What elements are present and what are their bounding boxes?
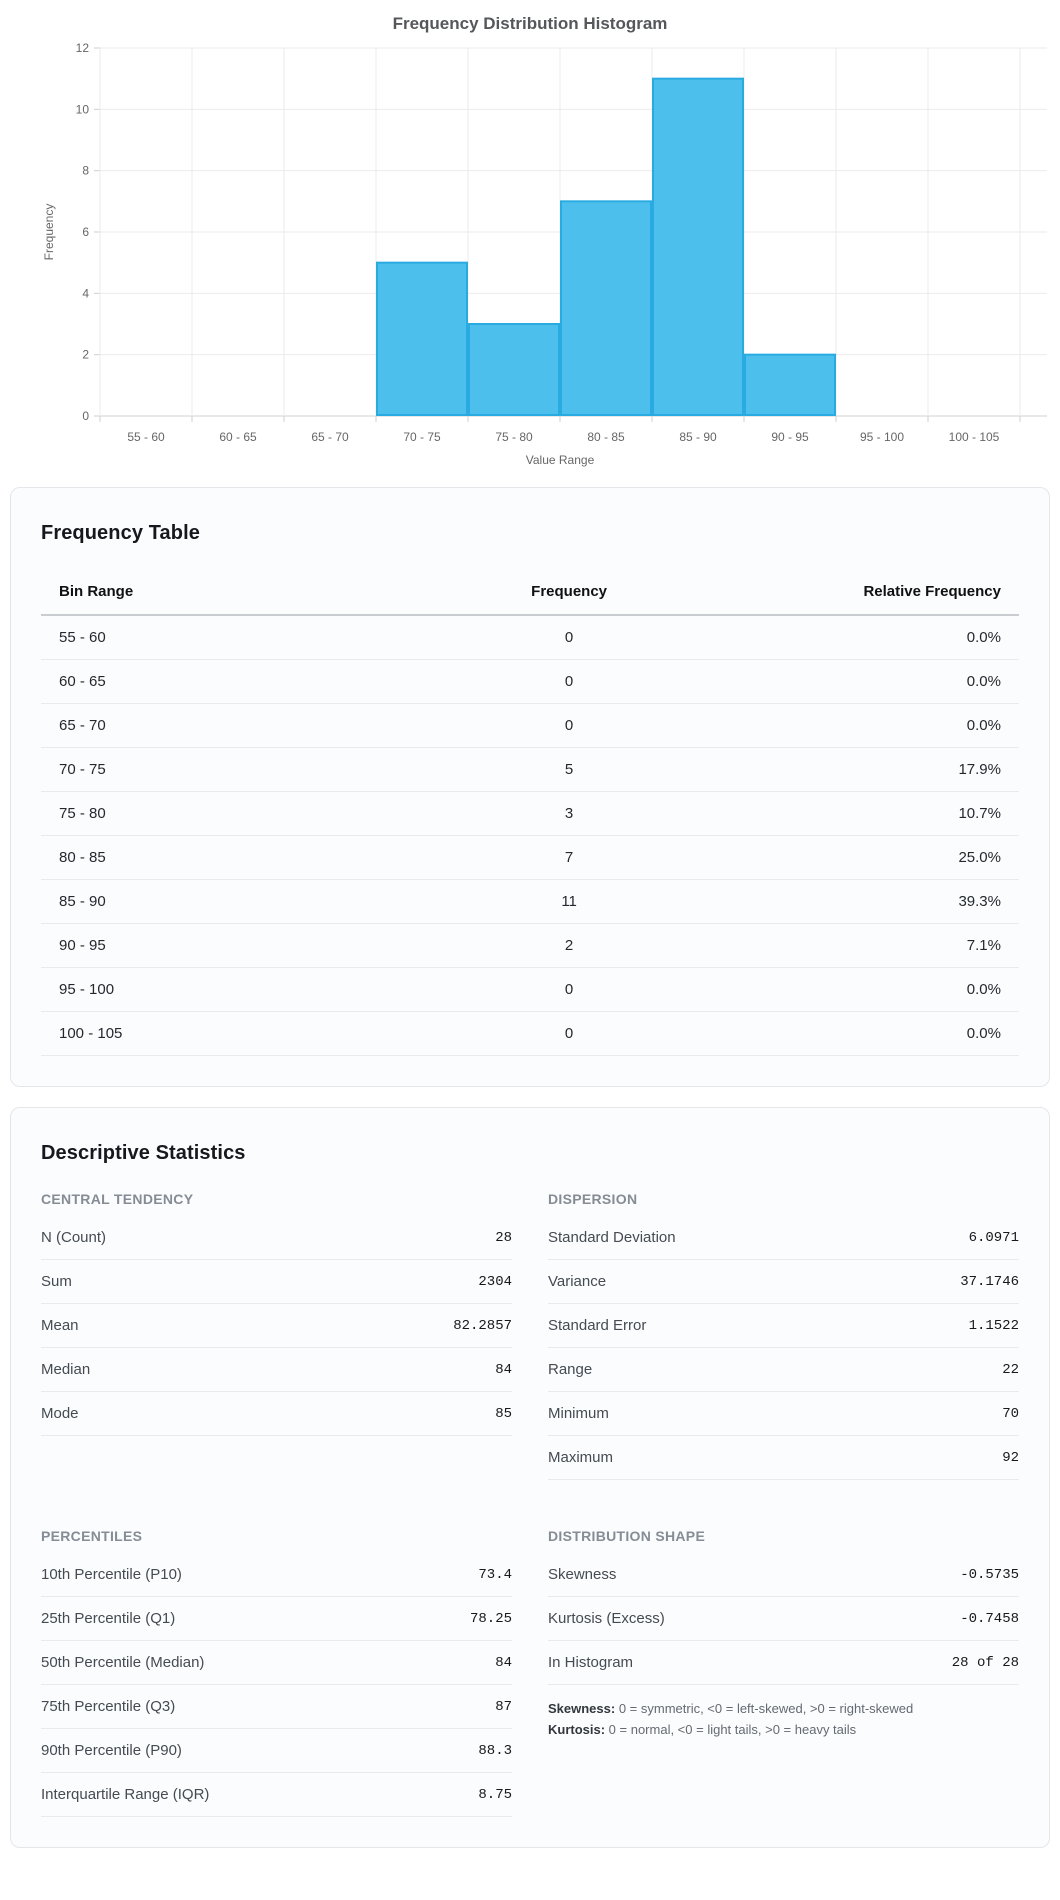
stat-label: Variance: [548, 1273, 607, 1290]
x-tick-label: 65 - 70: [311, 430, 349, 444]
stat-footnotes: [548, 1699, 1019, 1741]
stat-row: [548, 1641, 1019, 1685]
stat-value: 1.1522: [968, 1317, 1019, 1334]
stat-value: 2304: [478, 1273, 512, 1290]
table-row: [41, 704, 1019, 748]
stat-row: [41, 1773, 512, 1817]
stat-row: [548, 1392, 1019, 1436]
y-tick-label: 6: [82, 225, 89, 239]
cell-bin-range: 65 - 70: [41, 704, 432, 748]
histogram-bar[interactable]: [377, 263, 467, 415]
cell-relative-frequency: 0.0%: [706, 660, 1019, 704]
descriptive-statistics-heading: Descriptive Statistics: [41, 1142, 246, 1164]
frequency-table: [41, 571, 1019, 1056]
cell-frequency: 7: [432, 836, 706, 880]
table-row: [41, 836, 1019, 880]
stat-label: Range: [548, 1361, 593, 1378]
cell-frequency: 0: [432, 704, 706, 748]
cell-frequency: 0: [432, 1012, 706, 1056]
stat-value: 87: [495, 1698, 512, 1715]
stat-row: [41, 1553, 512, 1597]
stat-label: Sum: [41, 1273, 72, 1290]
cell-frequency: 2: [432, 924, 706, 968]
stat-value: 78.25: [469, 1610, 512, 1627]
stat-row: [41, 1304, 512, 1348]
cell-frequency: 0: [432, 968, 706, 1012]
stat-value: 85: [495, 1405, 512, 1422]
cell-bin-range: 85 - 90: [41, 880, 432, 924]
descriptive-statistics-card: [10, 1107, 1050, 1848]
stat-row: [548, 1304, 1019, 1348]
histogram-bars[interactable]: [377, 79, 835, 415]
stat-group-title: PERCENTILES: [41, 1528, 143, 1544]
cell-relative-frequency: 25.0%: [706, 836, 1019, 880]
table-row: [41, 748, 1019, 792]
cell-bin-range: 100 - 105: [41, 1012, 432, 1056]
stat-row: [548, 1260, 1019, 1304]
stat-label: Kurtosis (Excess): [548, 1610, 665, 1627]
stat-row: [41, 1216, 512, 1260]
x-tick-label: 80 - 85: [587, 430, 625, 444]
stat-label: In Histogram: [548, 1654, 634, 1671]
cell-relative-frequency: 7.1%: [706, 924, 1019, 968]
footnote-line: Skewness: 0 = symmetric, <0 = left-skewed, >0 = right-skewed: [548, 1701, 914, 1716]
stat-row: [548, 1553, 1019, 1597]
table-row: [41, 968, 1019, 1012]
stat-label: Minimum: [548, 1405, 609, 1422]
chart-title: Frequency Distribution Histogram: [392, 14, 668, 33]
y-tick-label: 0: [82, 409, 89, 423]
stat-label: 10th Percentile (P10): [41, 1566, 182, 1583]
table-row: [41, 792, 1019, 836]
histogram-chart[interactable]: [0, 0, 1060, 478]
stat-value: 28: [495, 1229, 512, 1246]
x-tick-label: 95 - 100: [859, 430, 905, 444]
stat-group: [548, 1528, 1019, 1817]
x-tick-label: 75 - 80: [495, 430, 533, 444]
stat-label: N (Count): [41, 1229, 107, 1246]
y-tick-label: 4: [82, 286, 89, 301]
frequency-table-heading: Frequency Table: [41, 522, 200, 544]
cell-relative-frequency: 0.0%: [706, 615, 1019, 660]
stat-label: 90th Percentile (P90): [41, 1742, 182, 1759]
cell-bin-range: 55 - 60: [41, 615, 432, 660]
stat-row: [548, 1597, 1019, 1641]
stat-value: 8.75: [478, 1786, 512, 1803]
stats-grid: [41, 1191, 1019, 1817]
cell-frequency: 0: [432, 615, 706, 660]
frequency-table-card: [10, 487, 1050, 1087]
cell-frequency: 11: [432, 880, 706, 924]
stat-group-title: CENTRAL TENDENCY: [41, 1191, 194, 1207]
stat-label: Mode: [41, 1405, 79, 1422]
histogram-bar[interactable]: [745, 355, 835, 415]
stat-row: [41, 1260, 512, 1304]
stat-row: [41, 1729, 512, 1773]
stat-value: -0.7458: [960, 1610, 1019, 1627]
stat-label: 75th Percentile (Q3): [41, 1698, 176, 1715]
table-row: [41, 880, 1019, 924]
col-header-frequency: Frequency: [432, 571, 706, 615]
stat-label: Maximum: [548, 1449, 614, 1466]
stat-value: 22: [1002, 1361, 1019, 1378]
stat-group: [41, 1528, 512, 1817]
stat-row: [41, 1685, 512, 1729]
cell-frequency: 5: [432, 748, 706, 792]
stat-value: 28 of 28: [951, 1654, 1019, 1671]
cell-relative-frequency: 0.0%: [706, 1012, 1019, 1056]
stat-label: Standard Error: [548, 1317, 647, 1334]
histogram-bar[interactable]: [653, 79, 743, 415]
cell-bin-range: 60 - 65: [41, 660, 432, 704]
col-header-relative-frequency: Relative Frequency: [706, 571, 1019, 615]
cell-bin-range: 95 - 100: [41, 968, 432, 1012]
stat-group: [548, 1191, 1019, 1480]
frequency-table-header-row: [41, 571, 1019, 615]
stat-label: 25th Percentile (Q1): [41, 1610, 176, 1627]
x-tick-label: 60 - 65: [219, 430, 257, 444]
histogram-bar[interactable]: [561, 201, 651, 415]
stat-row: [41, 1641, 512, 1685]
stat-value: 84: [495, 1654, 512, 1671]
table-row: [41, 660, 1019, 704]
stat-row: [548, 1348, 1019, 1392]
cell-frequency: 0: [432, 660, 706, 704]
histogram-canvas[interactable]: [0, 0, 1060, 478]
stat-row: [548, 1216, 1019, 1260]
y-tick-label: 2: [82, 347, 89, 362]
x-tick-label: 85 - 90: [679, 430, 717, 444]
stat-label: Standard Deviation: [548, 1229, 676, 1246]
stat-label: Interquartile Range (IQR): [41, 1786, 210, 1803]
cell-bin-range: 90 - 95: [41, 924, 432, 968]
stat-label: Median: [41, 1361, 91, 1378]
x-axis-title: Value Range: [525, 453, 595, 467]
stat-value: 37.1746: [960, 1273, 1019, 1290]
stat-value: -0.5735: [960, 1566, 1019, 1583]
x-tick-label: 90 - 95: [771, 430, 809, 444]
stat-value: 88.3: [478, 1742, 512, 1759]
stat-value: 84: [495, 1361, 512, 1378]
stat-row: [548, 1436, 1019, 1480]
stat-value: 82.2857: [453, 1317, 512, 1334]
cell-bin-range: 80 - 85: [41, 836, 432, 880]
stat-value: 73.4: [478, 1566, 512, 1583]
cell-relative-frequency: 10.7%: [706, 792, 1019, 836]
cell-relative-frequency: 17.9%: [706, 748, 1019, 792]
stat-value: 92: [1002, 1449, 1019, 1466]
table-row: [41, 615, 1019, 660]
cell-relative-frequency: 0.0%: [706, 968, 1019, 1012]
stat-value: 70: [1002, 1405, 1019, 1422]
stat-row: [41, 1597, 512, 1641]
y-tick-label: 8: [82, 163, 89, 178]
y-tick-label: 10: [75, 102, 89, 117]
stat-group: [41, 1191, 512, 1480]
stat-value: 6.0971: [968, 1229, 1019, 1246]
cell-bin-range: 70 - 75: [41, 748, 432, 792]
cell-bin-range: 75 - 80: [41, 792, 432, 836]
x-tick-label: 100 - 105: [948, 430, 1000, 444]
table-row: [41, 1012, 1019, 1056]
x-tick-label: 55 - 60: [127, 430, 165, 444]
x-tick-label: 70 - 75: [403, 430, 441, 444]
histogram-bar[interactable]: [469, 324, 559, 415]
stat-row: [41, 1348, 512, 1392]
stat-row: [41, 1392, 512, 1436]
y-axis-title: Frequency: [42, 203, 56, 261]
stat-group-title: DISPERSION: [548, 1191, 638, 1207]
y-tick-label: 12: [75, 41, 89, 55]
stat-label: 50th Percentile (Median): [41, 1654, 205, 1671]
stat-group-title: DISTRIBUTION SHAPE: [548, 1528, 706, 1544]
stat-label: Skewness: [548, 1566, 617, 1583]
cell-relative-frequency: 39.3%: [706, 880, 1019, 924]
stat-label: Mean: [41, 1317, 79, 1334]
cell-frequency: 3: [432, 792, 706, 836]
table-row: [41, 924, 1019, 968]
cell-relative-frequency: 0.0%: [706, 704, 1019, 748]
col-header-bin-range: Bin Range: [41, 571, 432, 615]
footnote-line: Kurtosis: 0 = normal, <0 = light tails, >0 = heavy tails: [548, 1721, 857, 1737]
